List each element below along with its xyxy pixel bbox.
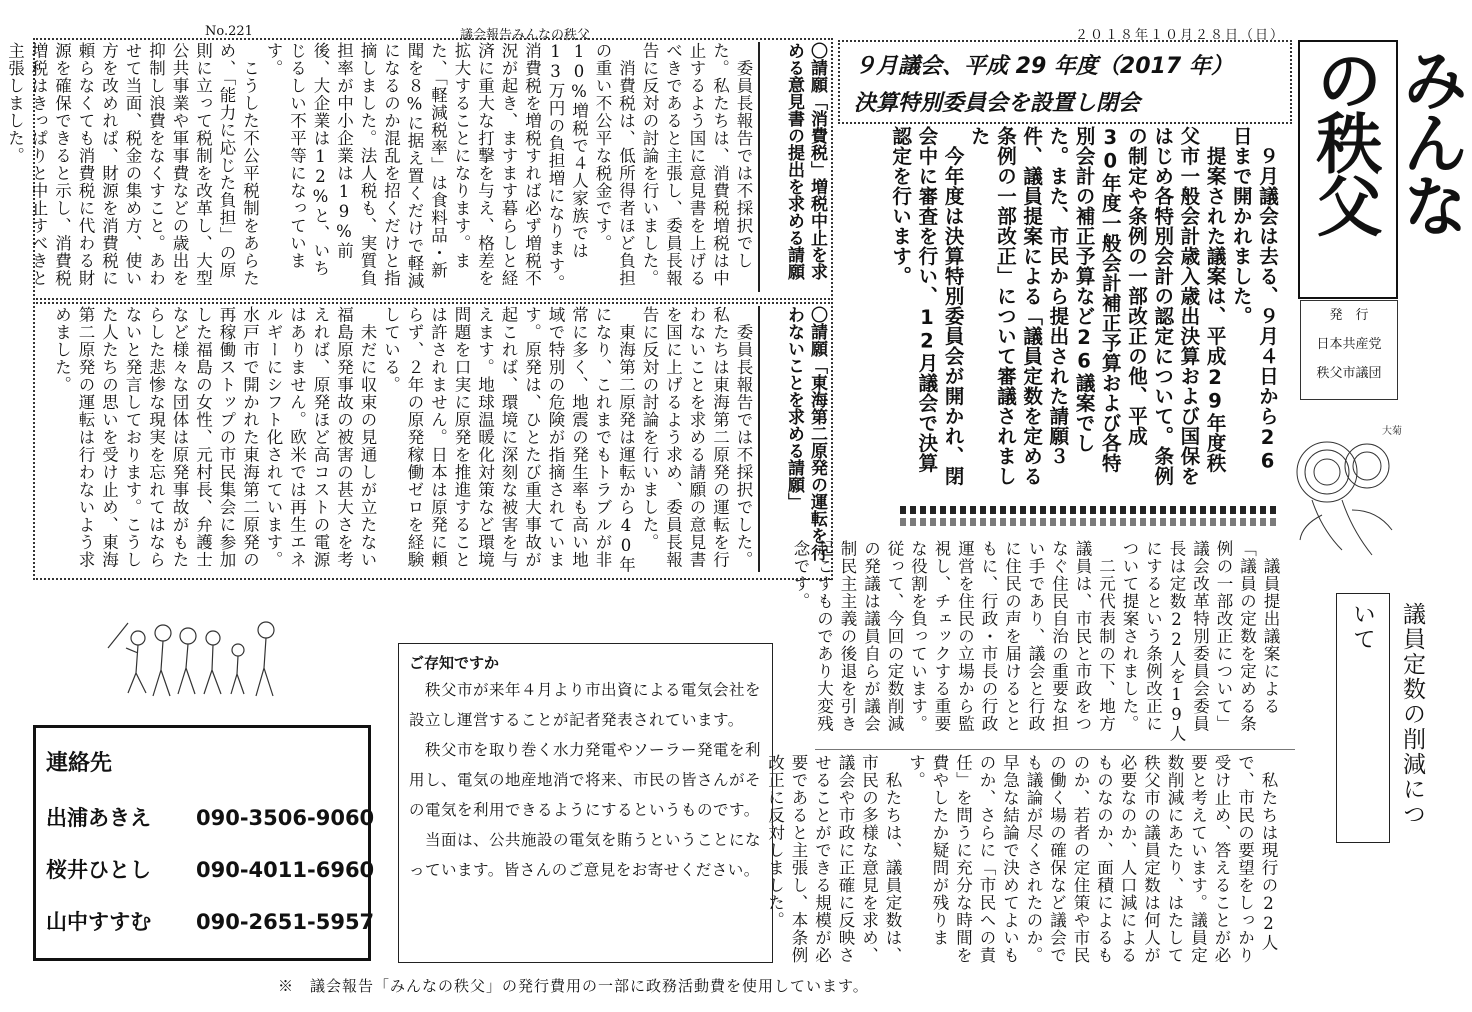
walking-people-illustration bbox=[98, 608, 298, 708]
contact-entry bbox=[46, 906, 375, 936]
issue-number: No.221 bbox=[205, 24, 253, 39]
contact-phone[interactable]: 090-3506-9060 bbox=[196, 806, 375, 830]
section-divider-secondary bbox=[900, 518, 1278, 526]
notice-body bbox=[409, 675, 762, 885]
teisu-article-part1: 議員提出議案による「議員の定数を定める条例の一部改正について」議会改革特別委員会委員長は定数22人を19人にするという条例改正について提案されました。 二元代表制の下、地方議員は、市民と市政をつなぐ住民自治の重要な担い手であり、議会と行政に住民の声を届けるとともに、行政・市長の行政運営を住民の立場から監視し、チェックする重要な役割を負っています。従って、今回の定数削減の発議は議員自らが議会制民主主義の後退を引き起こすものであり大変残念です。 bbox=[791, 540, 1280, 743]
intro-article: ９月議会は去る、９月４日から26日まで開かれました。 提案された議案は、平成29年度秩父市一般会計歳入歳出決算および国保をはじめ各特別会計の認定について。条例の制定や条例の一部改正の他、平成30年度一般会計補正予算および各特別会計の補正予算など26議案でした。また、市民から提出された請願３件、議員提案による「議員定数を定める条例の一部改正」について審議されました 今年度は決算特別委員会が開かれ、閉会中に審査を行い、12月議会で決算認定を行います。 bbox=[889, 126, 1279, 486]
publisher-label: 発 行 bbox=[1329, 308, 1369, 323]
masthead-title-box bbox=[1298, 40, 1468, 299]
report-name: 議会報告みんなの秩父 bbox=[460, 28, 591, 43]
notice-paragraph-3: 当面は、公共施設の電気を賄うということになっています。皆さんのご意見をお寄せください。 bbox=[409, 831, 762, 879]
petition1-body: 委員長報告では不採択でした。私たちは、消費税増税は中止するよう国に意見書を上げるべきであると主張し、委員長報告に反対の討論を行いました。 消費税は、低所得者ほど負担の重い不公平な税金です。10%増税で４人家族では13万円の負担増になります。消費税を増税すれば必ず増税不況が起き、ますます暮らしと経済に重大な打撃を与え、格差を拡大することになります。また、「軽減税率」は食料品・新聞を８%に据え置くだけで軽減になるのか混乱を招くだけと指摘しました。法人税も、実質負担率が中小企業は19%前後、大企業は12%と、いちじるしい不平等になっています。 こうした不公平税制をあらため、「能力に応じた負担」の原則に立って税制を改革し、大型公共事業や軍事費などの歳出を抑制し浪費をなくすこと。あわせて当面、税金の集め方、使い方を改めれば、財源を消費税に頼らなくても消費税に代わる財源を確保できると示し、消費税増税はきっぱりと中止すべきと主張しました。 bbox=[5, 42, 753, 292]
publisher-block bbox=[1300, 300, 1398, 400]
publisher-org: 日本共産党 bbox=[1316, 337, 1382, 352]
contact-phone[interactable]: 090-4011-6960 bbox=[196, 858, 375, 882]
contact-box bbox=[33, 725, 375, 961]
petition2-body: 委員長報告では不採択でした。私たちは東海第二原発の運転を行わないことを求める請願の意見書を国に上げるよう求め、委員長報告に反対の討論を行いました。 東海第二原発は運転から40年になり、これまでもトラブルが非常に多く、地震の発生率も高い地域で特別の危険が指摘されています。原発は、ひとたび重大事故が起これば、環境に深刻な被害を与えます。地球温暖化対策など環境問題を口実に原発を推進することは許されません。日本は原発に頼らず、２年の原発稼働ゼロを経験している。 未だに収束の見通しが立たない福島原発事故の被害の甚大さを考えれば、原発ほど高コストの電源はありません。欧米では再生エネルギーにシフト化されています。水戸市で開かれた東海第二原発の再稼働ストップの市民集会に参加した福島の女性、元村長、弁護士など様々な団体は原発事故がもたらした悲惨な現実を忘れてはならないと発言しております。こうした人たちの思いを受け止め、東海第二原発の運転は行わないよう求めました。 bbox=[52, 306, 753, 574]
teisu-separator bbox=[815, 749, 1295, 750]
masthead-title: みんなの秩父 bbox=[1305, 46, 1468, 235]
notice-paragraph-2: 秩父市を取り巻く水力発電やソーラー発電を利用し、電気の地産地消で将来、市民の皆さんがその電気を利用できるようにするというものです。 bbox=[409, 741, 762, 819]
petition1-title: 〇請願「消費税」増税中止を求める意見書の提出を求める請願 bbox=[758, 42, 828, 292]
flower-caption: 大菊 bbox=[1382, 426, 1402, 437]
contact-name: 山中すすむ bbox=[46, 910, 152, 934]
headline-line2: 決算特別委員会を設置し閉会 bbox=[854, 91, 1141, 116]
contact-title: 連絡先 bbox=[46, 751, 113, 776]
issue-date: ２０１８年１０月２８日（日） bbox=[1075, 28, 1286, 43]
headline-box bbox=[838, 40, 1292, 124]
contact-entry bbox=[46, 802, 375, 832]
section-divider bbox=[900, 506, 1278, 514]
publisher-group: 秩父市議団 bbox=[1316, 366, 1382, 381]
teisu-heading: 議員定数の削減について bbox=[1349, 602, 1425, 827]
footer-note: ※ 議会報告「みんなの秩父」の発行費用の一部に政務活動費を使用しています。 bbox=[278, 977, 869, 995]
notice-title: ご存知ですか bbox=[409, 654, 500, 672]
headline-line1: ９月議会、平成 29 年度（2017 年） bbox=[854, 54, 1233, 79]
chrysanthemum-illustration bbox=[1282, 420, 1407, 560]
notice-paragraph-1: 秩父市が来年４月より市出資による電気会社を設立し運営することが記者発表されています。 bbox=[409, 681, 762, 729]
contact-phone[interactable]: 090-2651-5957 bbox=[196, 910, 375, 934]
notice-box bbox=[398, 643, 773, 963]
contact-name: 桜井ひとし bbox=[46, 858, 151, 882]
petition2-title: 〇請願「東海第二原発の運転を行わないことを求める請願」 bbox=[758, 306, 828, 572]
teisu-article-part2: 私たちは現行の22人で、市民の要望をしっかり受け止め、答えることが必要と考えています。議員定数削減にあたり、はたして秩父市の議員定数は何人が必要なのか、人口減によるものなのか、面積によるものか、若者の定住策や市民の働く場の確保など議会でも議論が尽くされたのか。早急な結論で決めてよいものか、さらに「市民への責任」を問うに充分な時間を費やしたか疑問が残ります。 私たちは、議員定数は、市民の多様な意見を求め、議会や市政に正確に反映させることができる規模が必要であると主張し、本条例改正に反対しました。 bbox=[765, 754, 1278, 964]
contact-entry bbox=[46, 854, 375, 884]
teisu-heading-box bbox=[1336, 593, 1425, 843]
contact-name: 出浦あきえ bbox=[46, 806, 151, 830]
